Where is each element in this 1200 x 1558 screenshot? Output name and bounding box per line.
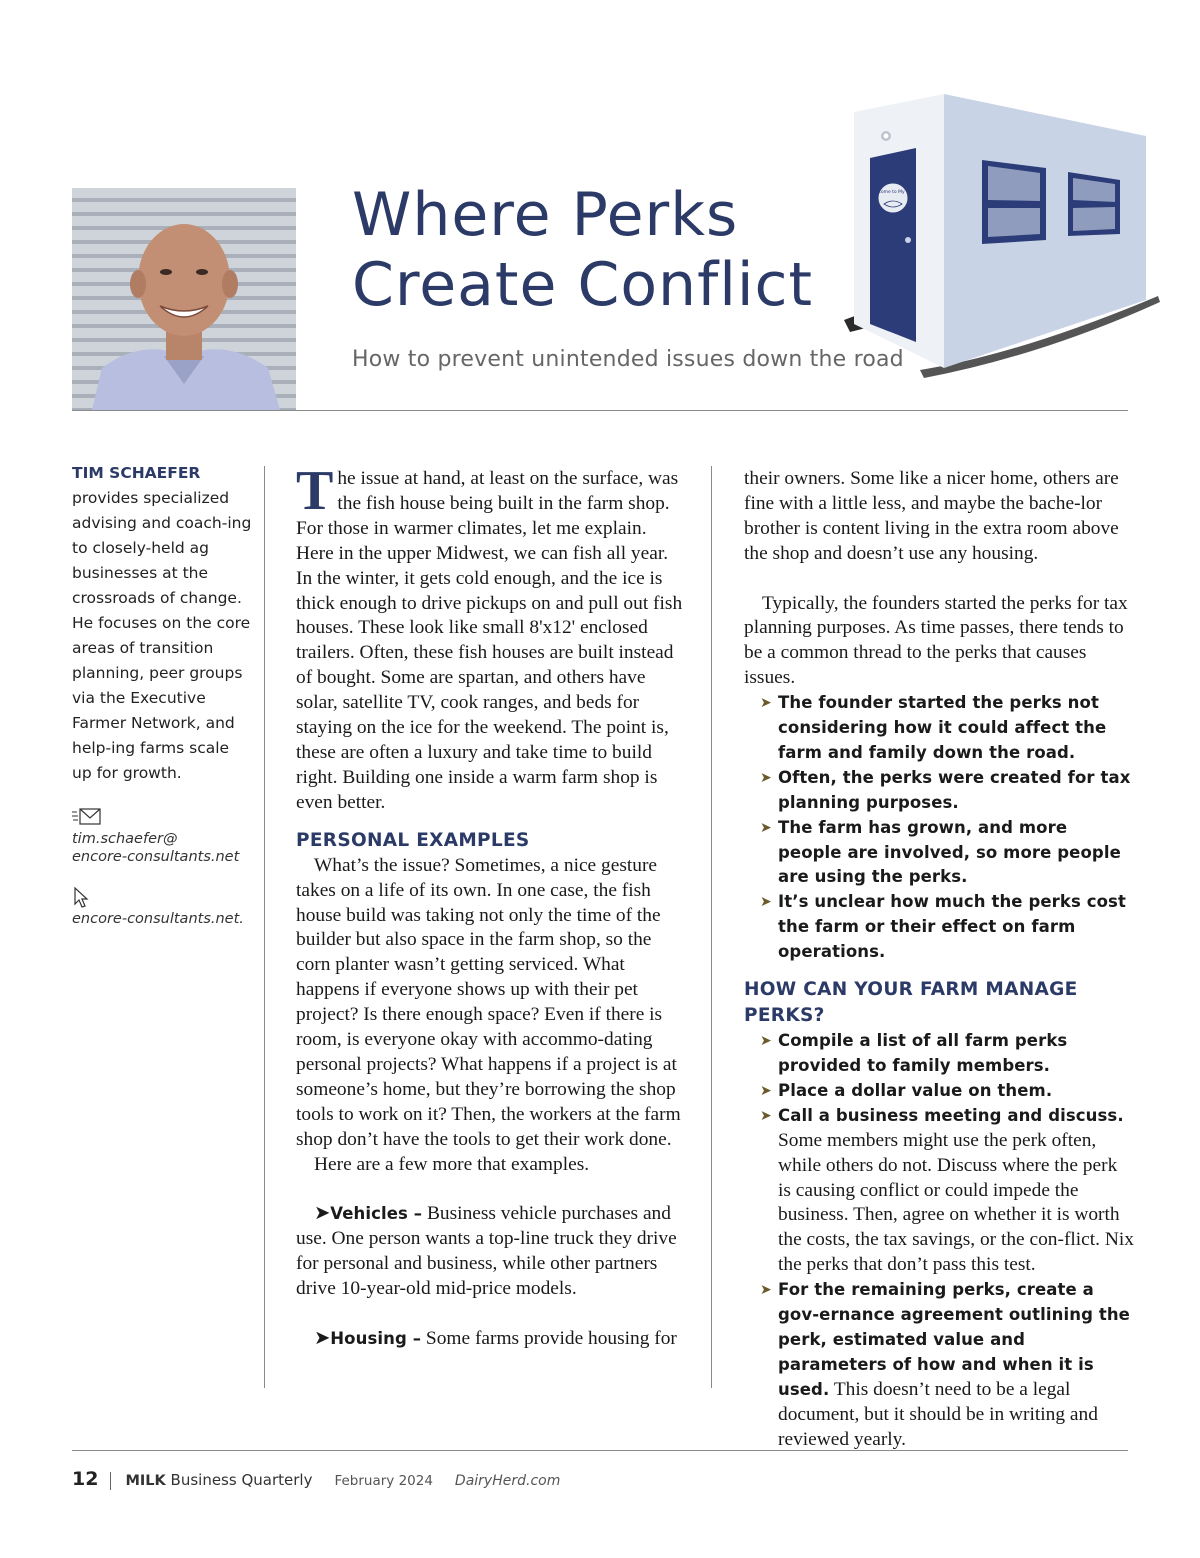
email-link[interactable] bbox=[72, 830, 252, 866]
title-line-2: Create Conflict bbox=[352, 250, 814, 320]
arrow-icon: ➤ bbox=[760, 894, 772, 911]
email-line-1: tim.schaefer@ bbox=[72, 831, 178, 847]
publication-name-bold: MILK bbox=[125, 1473, 166, 1489]
footer-divider bbox=[72, 1450, 1128, 1451]
column-divider-1 bbox=[264, 466, 265, 1388]
list-item: ➤ The farm has grown, and more people are involved, so more people are using the perks. bbox=[760, 817, 1121, 887]
website-footer[interactable]: DairyHerd.com bbox=[454, 1473, 561, 1489]
column-divider-2 bbox=[711, 466, 712, 1388]
page-number: 12 bbox=[72, 1468, 99, 1490]
author-photo bbox=[72, 188, 296, 410]
list-item: ➤ Often, the perks were created for tax planning purposes. bbox=[760, 767, 1131, 812]
paragraph-examples: Here are a few more that examples. bbox=[314, 1153, 590, 1175]
page-footer bbox=[72, 1468, 560, 1490]
article-column-2 bbox=[744, 467, 1134, 1453]
window-left bbox=[982, 160, 1046, 244]
arrow-icon: ➤ bbox=[760, 1282, 772, 1299]
example-vehicles bbox=[296, 1202, 688, 1302]
email-icon bbox=[72, 806, 252, 830]
vehicles-label: Vehicles – bbox=[330, 1204, 423, 1224]
issue-date: February 2024 bbox=[334, 1473, 433, 1489]
paragraph-issue: What’s the issue? Sometimes, a nice gesture takes on a life of its own. In one case, the fish house build was taking not only the time of the builder but also space in the farm shop, so the corn planter wasn’t getting serviced. What happens if everyone shows up with their pet project? Is there enough space? Even if there is room, is everyone okay with accommo-dating personal projects? What happens if a project is at someone’s home, but they’re borrowing the shop tools to work on it? Then, the workers at the farm shop don’t have the tools to get their work done. bbox=[296, 854, 681, 1150]
section-heading-personal-examples: PERSONAL EXAMPLES bbox=[296, 829, 530, 851]
window-right bbox=[1068, 172, 1120, 236]
intro-paragraph: he issue at hand, at least on the surface, was the fish house being built in the farm shop. For those in warmer climates, let me explain. Here in the upper Midwest, we can fish all year. In the winter, it gets cold enough, and the ice is thick enough to drive pickups on and pull out fish houses. These look like small 8'x12' enclosed trailers. Often, these fish houses are built instead of bought. Some are spartan, and others have solar, satellite TV, cook ranges, and beds for staying on the ice for the weekend. The point is, these are often a luxury and take time to build right. Building one inside a warm farm shop is even better. bbox=[296, 468, 683, 813]
example-housing bbox=[296, 1327, 688, 1352]
arrow-icon: ➤ bbox=[760, 1082, 772, 1099]
list-item: ➤ Compile a list of all farm perks provided to family members. bbox=[760, 1031, 1068, 1076]
cursor-icon bbox=[72, 886, 252, 910]
drop-cap: T bbox=[296, 460, 334, 522]
arrow-icon: ➤ bbox=[314, 1327, 331, 1349]
list-item: ➤ It’s unclear how much the perks cost the farm or their effect on farm operations. bbox=[760, 892, 1126, 962]
section-heading-manage-perks: HOW CAN YOUR FARM MANAGE PERKS? bbox=[744, 979, 1078, 1027]
arrow-icon: ➤ bbox=[760, 695, 772, 712]
paragraph-housing-continued: their owners. Some like a nicer home, others are fine with a little less, and maybe the bache-lor brother is content living in the extra room above the shop and doesn’t use any housing. bbox=[744, 468, 1119, 564]
housing-label: Housing – bbox=[330, 1328, 422, 1348]
list-item: ➤ Place a dollar value on them. bbox=[744, 1079, 1134, 1104]
page-title bbox=[352, 180, 813, 320]
email-line-2: encore-consultants.net bbox=[72, 849, 240, 865]
list-item: ➤ The founder started the perks not considering how it could affect the farm and family down the road. bbox=[760, 693, 1107, 762]
paragraph-founders: Typically, the founders started the perks for tax planning purposes. As time passes, there tends to be a common thread to the perks that causes issues. bbox=[744, 592, 1128, 689]
article-column-1 bbox=[296, 460, 688, 1352]
door-sign-text: Welcome to My Perk bbox=[870, 190, 916, 195]
header-divider bbox=[72, 410, 1128, 411]
author-bio: provides specialized advising and coach-ing to closely-held ag businesses at the crossroads of change. He focuses on the core areas of transition planning, peer groups via the Executive Farmer Network, and help-ing farms scale up for growth. bbox=[72, 489, 252, 782]
list-item: ➤ For the remaining perks, create a gov-ernance agreement outlining the perk, estimated value and parameters of how and when it is used. This doesn’t need to be a legal document, but it should be in writing and reviewed yearly. bbox=[760, 1280, 1130, 1450]
author-sidebar bbox=[72, 461, 252, 928]
list-item: ➤ Call a business meeting and discuss. Some members might use the perk often, while others do not. Discuss where the perk is causing conflict or could impede the business. Then, agree on whether it is worth the costs, the tax savings, or the con-flict. Nix the perks that don’t pass this test. bbox=[760, 1105, 1134, 1276]
publication-name: Business Quarterly bbox=[165, 1471, 313, 1489]
author-name: TIM SCHAEFER bbox=[72, 464, 201, 482]
fish-house-illustration bbox=[840, 88, 1162, 384]
housing-text: Some farms provide housing for bbox=[421, 1327, 677, 1349]
arrow-icon: ➤ bbox=[760, 1033, 772, 1050]
arrow-icon: ➤ bbox=[760, 769, 772, 786]
arrow-icon: ➤ bbox=[760, 819, 772, 836]
arrow-icon: ➤ bbox=[760, 1107, 772, 1124]
title-line-1: Where Perks bbox=[352, 180, 739, 250]
page-subtitle: How to prevent unintended issues down the road bbox=[352, 347, 904, 372]
arrow-icon: ➤ bbox=[314, 1203, 331, 1225]
website-link[interactable]: encore-consultants.net. bbox=[72, 911, 244, 927]
vehicles-text: Business vehicle purchases and use. One person wants a top-line truck they drive for personal and business, while other partners drive 10-year-old mid-price models. bbox=[296, 1203, 677, 1300]
